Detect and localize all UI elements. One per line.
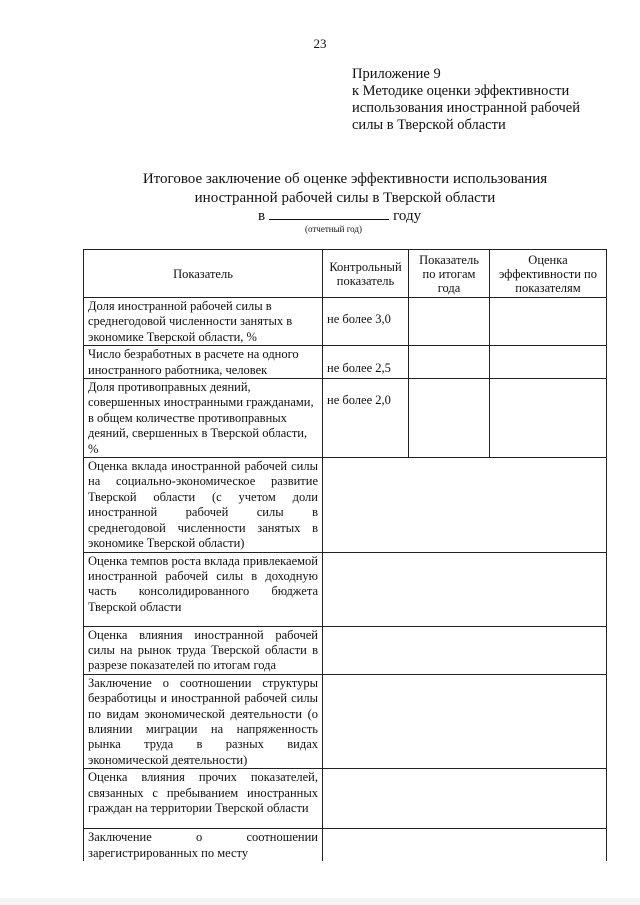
table-header-row (84, 250, 607, 298)
row-assessment-cell (490, 379, 607, 458)
appendix-line: к Методике оценки эффективности (352, 83, 570, 99)
reporting-year-line (258, 206, 421, 225)
row-label: Доля иностранной рабочей силы в среднегодовой численности занятых в экономике Тверской области, % (84, 298, 323, 346)
row-label: Оценка вклада иностранной рабочей силы на социально-экономическое развитие Тверской области (с учетом доли иностранной рабочей силы в среднегодовой численности занятых в экономике Тверской области) (84, 458, 323, 552)
header-result: Показатель по итогам года (409, 250, 490, 298)
table-row (84, 769, 607, 829)
appendix-block (352, 66, 622, 134)
page-bottom-edge (0, 898, 640, 905)
row-label: Заключение о соотношении зарегистрированных по месту (84, 829, 323, 861)
table-row (84, 458, 607, 552)
table-row (84, 298, 607, 346)
row-assessment-cell (490, 298, 607, 346)
year-prefix: в (258, 208, 266, 224)
row-result-cell (409, 379, 490, 458)
title-line: Итоговое заключение об оценке эффективности использования (142, 171, 548, 187)
page-number: 23 (313, 36, 327, 51)
row-label: Оценка влияния прочих показателей, связанных с пребыванием иностранных граждан на территории Тверской области (84, 769, 323, 829)
table-row (84, 346, 607, 379)
row-assessment-cell (323, 552, 607, 626)
header-control: Контрольный показатель (323, 250, 409, 298)
row-assessment-cell (323, 674, 607, 768)
table-row (84, 379, 607, 458)
appendix-line: Приложение 9 (352, 66, 441, 82)
appendix-line: использования иностранной рабочей (352, 100, 581, 116)
assessment-table (83, 249, 607, 861)
row-label: Оценка темпов роста вклада привлекаемой иностранной рабочей силы в доходную часть консолидированного бюджета Тверской области (84, 552, 323, 626)
row-assessment-cell (323, 769, 607, 829)
row-control: не более 3,0 (323, 298, 409, 346)
appendix-line: силы в Тверской области (352, 117, 506, 133)
table-row (84, 829, 607, 861)
row-assessment-cell (323, 626, 607, 674)
row-control: не более 2,0 (323, 379, 409, 458)
header-assessment: Оценка эффективности по показателям (490, 250, 607, 298)
year-blank-field (269, 206, 389, 220)
year-caption: (отчетный год) (305, 224, 362, 234)
row-assessment-cell (323, 458, 607, 552)
header-indicator: Показатель (84, 250, 323, 298)
row-result-cell (409, 298, 490, 346)
row-label: Оценка влияния иностранной рабочей силы на рынок труда Тверской области в разрезе показателей по итогам года (84, 626, 323, 674)
row-label: Заключение о соотношении структуры безработицы и иностранной рабочей силы по видам экономической деятельности (о влиянии миграции на напряженность рынка труда в разных видах экономической деятельности) (84, 674, 323, 768)
row-label: Доля противоправных деяний, совершенных иностранными гражданами, в общем количестве противоправных деяний, свершенных в Тверской области, % (84, 379, 323, 458)
table-row (84, 626, 607, 674)
row-assessment-cell (490, 346, 607, 379)
title-line: иностранной рабочей силы в Тверской области (194, 190, 496, 206)
table-row (84, 674, 607, 768)
year-suffix: году (393, 208, 422, 224)
table-row (84, 552, 607, 626)
row-assessment-cell (323, 829, 607, 861)
document-title (0, 170, 640, 208)
row-label: Число безработных в расчете на одного иностранного работника, человек (84, 346, 323, 379)
row-result-cell (409, 346, 490, 379)
row-control: не более 2,5 (323, 346, 409, 379)
